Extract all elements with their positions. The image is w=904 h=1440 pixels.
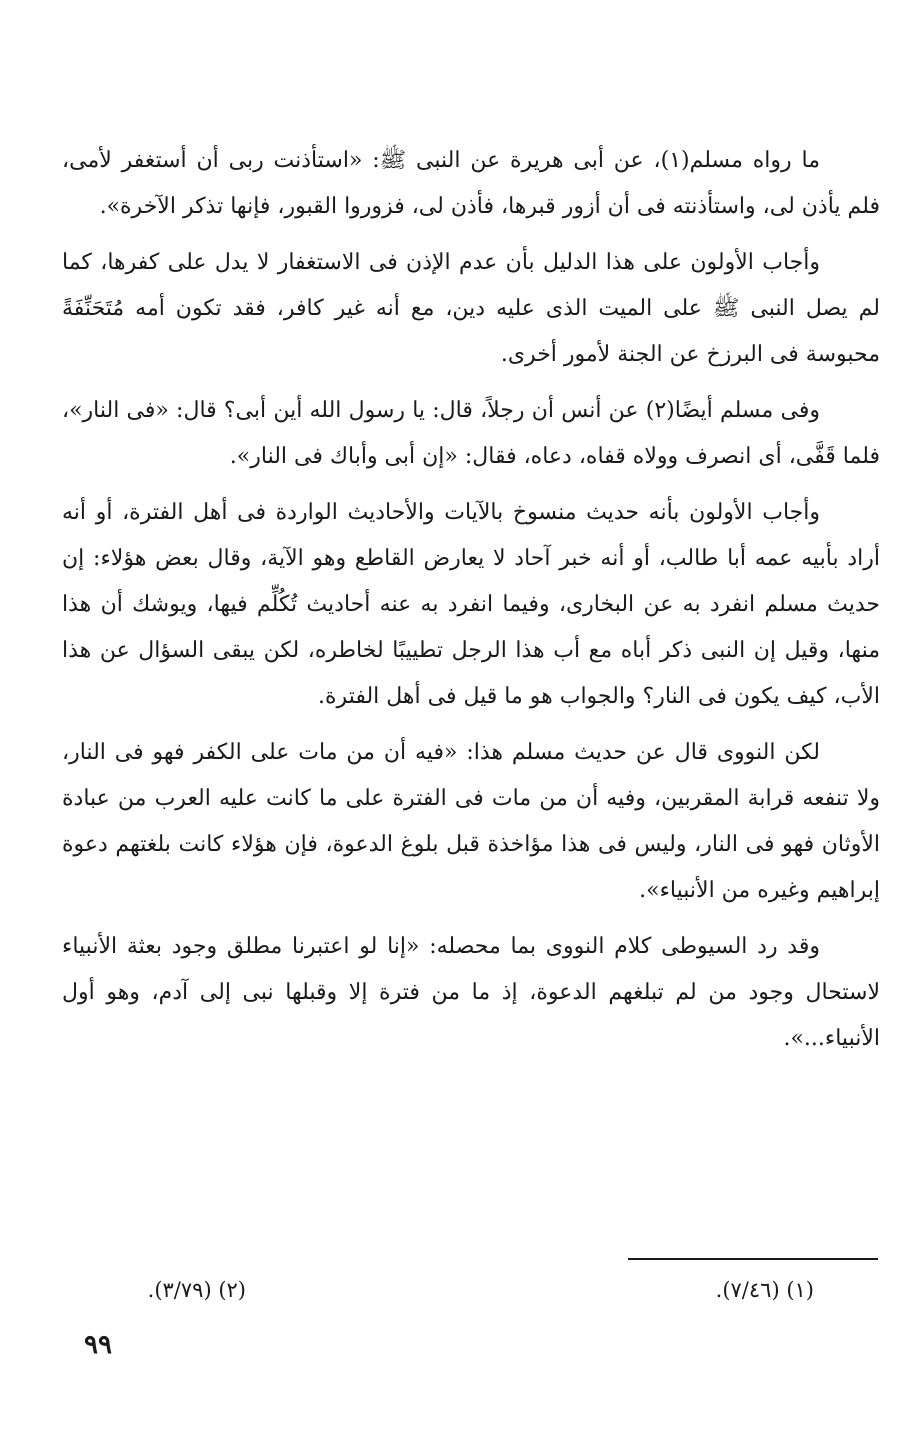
main-text <box>62 138 880 1072</box>
paragraph-4: وأجاب الأولون بأنه حديث منسوخ بالآيات والأحاديث الواردة فى أهل الفترة، أو أنه أراد بأبيه عمه أبا طالب، أو أنه خبر آحاد لا يعارض القاطع وهو الآية، وقال بعض هؤلاء: إن حديث مسلم انفرد به عن البخارى، وفيما انفرد به عنه أحاديث تُكُلِّم فيها، ويوشك أن هذا منها، وقيل إن النبى ذكر أباه مع أب هذا الرجل تطييبًا لخاطره، لكن يبقى السؤال عن هذا الأب، كيف يكون فى النار؟ والجواب هو ما قيل فى أهل الفترة. <box>62 500 880 709</box>
footnote-2: (٢) (٣/٧٩). <box>147 1278 246 1302</box>
paragraph-6: وقد رد السيوطى كلام النووى بما محصله: «إنا لو اعتبرنا مطلق وجود بعثة الأنبياء لاستحال وجود من لم تبلغهم الدعوة، إذ ما من فترة إلا وقبلها نبى إلى آدم، وهو أول الأنبياء...». <box>62 934 880 1051</box>
page-number: ٩٩ <box>84 1330 112 1360</box>
footnote-1: (١) (٧/٤٦). <box>715 1278 814 1302</box>
paragraph-1: ما رواه مسلم(١)، عن أبى هريرة عن النبى ﷺ: «استأذنت ربى أن أستغفر لأمى، فلم يأذن لى، واستأذنته فى أن أزور قبرها، فأذن لى، فزوروا القبور، فإنها تذكر الآخرة». <box>62 148 880 219</box>
paragraph-3: وفى مسلم أيضًا(٢) عن أنس أن رجلاً، قال: يا رسول الله أين أبى؟ قال: «فى النار»، فلما قَفَّى، أى انصرف وولاه قفاه، دعاه، فقال: «إن أبى وأباك فى النار». <box>62 398 880 469</box>
footnote-divider <box>628 1258 878 1260</box>
paragraph-5: لكن النووى قال عن حديث مسلم هذا: «فيه أن من مات على الكفر فهو فى النار، ولا تنفعه قرابة المقربين، وفيه أن من مات فى الفترة على ما كانت عليه العرب من عبادة الأوثان فهو فى النار، وليس فى هذا مؤاخذة قبل بلوغ الدعوة، فإن هؤلاء كانت بلغتهم دعوة إبراهيم وغيره من الأنبياء». <box>62 740 880 903</box>
paragraph-2: وأجاب الأولون على هذا الدليل بأن عدم الإذن فى الاستغفار لا يدل على كفرها، كما لم يصل النبى ﷺ على الميت الذى عليه دين، مع أنه غير كافر، فقد تكون أمه مُتَحَنِّفَةً محبوسة فى البرزخ عن الجنة لأمور أخرى. <box>62 250 880 367</box>
